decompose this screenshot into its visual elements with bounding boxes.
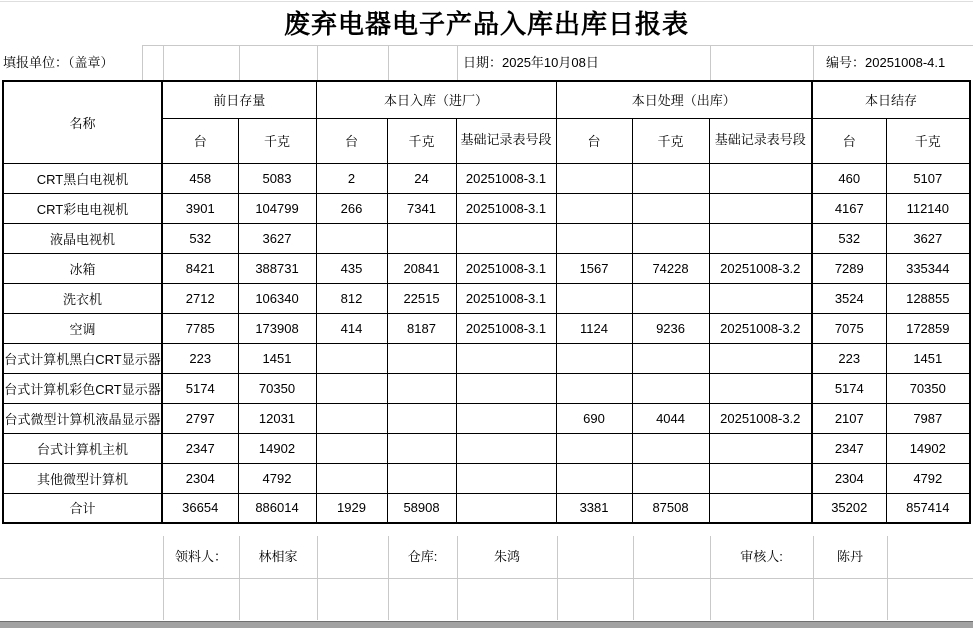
data-cell <box>456 403 556 433</box>
row-name-cell: 洗衣机 <box>3 283 162 313</box>
data-cell: 20251008-3.1 <box>456 313 556 343</box>
data-cell: 20251008-3.1 <box>456 253 556 283</box>
data-cell: 1929 <box>316 493 387 523</box>
data-cell: 7075 <box>812 313 886 343</box>
header-sub-units: 台 <box>556 118 632 163</box>
data-cell <box>556 283 632 313</box>
table-row <box>3 223 970 253</box>
data-cell: 24 <box>387 163 456 193</box>
data-cell <box>316 223 387 253</box>
auditor-name: 陈丹 <box>836 549 863 564</box>
table-row <box>3 163 970 193</box>
data-cell <box>632 163 709 193</box>
data-cell <box>316 433 387 463</box>
data-cell: 886014 <box>238 493 316 523</box>
row-name-cell: 其他微型计算机 <box>3 463 162 493</box>
data-cell <box>709 193 812 223</box>
data-cell: 7289 <box>812 253 886 283</box>
data-cell: 22515 <box>387 283 456 313</box>
header-group-inbound: 本日入库（进厂） <box>316 81 556 118</box>
data-cell: 812 <box>316 283 387 313</box>
data-cell: 4792 <box>886 463 970 493</box>
data-cell: 2347 <box>812 433 886 463</box>
data-cell <box>556 433 632 463</box>
data-cell: 8421 <box>162 253 238 283</box>
data-cell <box>632 223 709 253</box>
header-sub-units: 台 <box>162 118 238 163</box>
data-cell <box>456 343 556 373</box>
data-cell: 3524 <box>812 283 886 313</box>
data-cell <box>709 283 812 313</box>
data-cell <box>387 433 456 463</box>
data-cell <box>709 433 812 463</box>
header-name: 名称 <box>3 81 162 163</box>
data-cell: 335344 <box>886 253 970 283</box>
row-name-cell: 台式计算机彩色CRT显示器 <box>3 373 162 403</box>
data-cell: 223 <box>812 343 886 373</box>
data-cell: 58908 <box>387 493 456 523</box>
data-cell: 112140 <box>886 193 970 223</box>
data-cell: 20251008-3.2 <box>709 253 812 283</box>
data-cell: 104799 <box>238 193 316 223</box>
table-row <box>3 493 970 523</box>
data-cell: 7785 <box>162 313 238 343</box>
data-cell <box>632 373 709 403</box>
header-sub-kg: 千克 <box>632 118 709 163</box>
data-cell: 20251008-3.1 <box>456 163 556 193</box>
data-cell <box>556 163 632 193</box>
gridline <box>317 46 318 80</box>
header-sub-kg: 千克 <box>886 118 970 163</box>
data-cell: 128855 <box>886 283 970 313</box>
horizontal-scrollbar[interactable] <box>0 621 973 628</box>
data-cell: 4167 <box>812 193 886 223</box>
data-cell <box>709 343 812 373</box>
report-code-label: 编号：20251008-4.1 <box>826 55 946 70</box>
data-cell: 20251008-3.2 <box>709 403 812 433</box>
data-cell: 7341 <box>387 193 456 223</box>
data-cell: 266 <box>316 193 387 223</box>
data-cell <box>456 433 556 463</box>
data-cell <box>456 373 556 403</box>
data-cell <box>387 403 456 433</box>
data-cell: 8187 <box>387 313 456 343</box>
page-title: 废弃电器电子产品入库出库日报表 <box>283 9 689 39</box>
table-row <box>3 283 970 313</box>
row-name-cell: 台式微型计算机液晶显示器 <box>3 403 162 433</box>
data-cell: 5174 <box>812 373 886 403</box>
gridline <box>388 46 389 80</box>
data-cell <box>632 343 709 373</box>
auditor-label: 审核人: <box>740 549 783 564</box>
header-sub-record-range: 基础记录表号段 <box>456 118 556 163</box>
row-name-cell: 空调 <box>3 313 162 343</box>
data-cell <box>316 343 387 373</box>
table-row <box>3 253 970 283</box>
data-cell: 3627 <box>886 223 970 253</box>
data-cell: 2347 <box>162 433 238 463</box>
data-cell: 5174 <box>162 373 238 403</box>
data-cell <box>556 223 632 253</box>
header-sub-record-range: 基础记录表号段 <box>709 118 812 163</box>
data-cell: 435 <box>316 253 387 283</box>
warehouse-name: 朱鸿 <box>493 549 520 564</box>
data-cell: 2 <box>316 163 387 193</box>
data-cell <box>456 223 556 253</box>
table-row <box>3 313 970 343</box>
data-cell: 2304 <box>812 463 886 493</box>
gridline <box>457 46 458 80</box>
data-cell: 857414 <box>886 493 970 523</box>
data-cell <box>709 463 812 493</box>
data-cell <box>556 193 632 223</box>
data-cell: 223 <box>162 343 238 373</box>
data-cell: 532 <box>162 223 238 253</box>
gridline <box>163 46 164 80</box>
data-cell: 20251008-3.1 <box>456 193 556 223</box>
header-sub-kg: 千克 <box>238 118 316 163</box>
data-cell: 5083 <box>238 163 316 193</box>
warehouse-label: 仓库: <box>407 549 438 564</box>
data-cell: 20251008-3.1 <box>456 283 556 313</box>
row-name-cell: CRT黑白电视机 <box>3 163 162 193</box>
row-name-cell: 合计 <box>3 493 162 523</box>
data-cell: 458 <box>162 163 238 193</box>
data-cell <box>387 343 456 373</box>
header-sub-units: 台 <box>316 118 387 163</box>
data-cell: 14902 <box>238 433 316 463</box>
row-name-cell: 液晶电视机 <box>3 223 162 253</box>
data-cell: 12031 <box>238 403 316 433</box>
data-cell: 3901 <box>162 193 238 223</box>
data-cell <box>387 463 456 493</box>
header-sub-units: 台 <box>812 118 886 163</box>
data-cell: 14902 <box>886 433 970 463</box>
data-cell: 4792 <box>238 463 316 493</box>
data-cell: 1451 <box>238 343 316 373</box>
data-cell: 4044 <box>632 403 709 433</box>
data-cell <box>709 223 812 253</box>
report-table <box>2 80 971 524</box>
table-row <box>3 463 970 493</box>
data-cell: 532 <box>812 223 886 253</box>
table-row <box>3 193 970 223</box>
data-cell: 1567 <box>556 253 632 283</box>
header-sub-kg: 千克 <box>387 118 456 163</box>
data-cell: 70350 <box>238 373 316 403</box>
data-cell: 74228 <box>632 253 709 283</box>
picker-name: 林相家 <box>258 549 298 564</box>
gridline <box>0 1 973 2</box>
data-cell <box>556 463 632 493</box>
data-cell <box>709 163 812 193</box>
data-cell: 3381 <box>556 493 632 523</box>
data-cell <box>316 403 387 433</box>
data-cell: 690 <box>556 403 632 433</box>
table-row <box>3 343 970 373</box>
data-cell <box>387 373 456 403</box>
data-cell: 20251008-3.2 <box>709 313 812 343</box>
header-group-previous-stock: 前日存量 <box>162 81 316 118</box>
data-cell: 20841 <box>387 253 456 283</box>
data-cell <box>456 493 556 523</box>
row-name-cell: 台式计算机黑白CRT显示器 <box>3 343 162 373</box>
data-cell: 5107 <box>886 163 970 193</box>
data-cell <box>632 463 709 493</box>
data-cell: 172859 <box>886 313 970 343</box>
data-cell: 1451 <box>886 343 970 373</box>
data-cell: 36654 <box>162 493 238 523</box>
row-name-cell: CRT彩电电视机 <box>3 193 162 223</box>
row-name-cell: 台式计算机主机 <box>3 433 162 463</box>
data-cell: 9236 <box>632 313 709 343</box>
data-cell <box>632 283 709 313</box>
data-cell: 106340 <box>238 283 316 313</box>
data-cell <box>387 223 456 253</box>
header-group-outbound: 本日处理（出库） <box>556 81 812 118</box>
row-name-cell: 冰箱 <box>3 253 162 283</box>
table-row <box>3 373 970 403</box>
report-unit-label: 填报单位：（盖章） <box>3 55 114 70</box>
data-cell: 2797 <box>162 403 238 433</box>
data-cell: 388731 <box>238 253 316 283</box>
data-cell <box>709 373 812 403</box>
report-date-label: 日期：2025年10月08日 <box>463 55 599 70</box>
gridline <box>0 578 973 579</box>
gridline <box>239 46 240 80</box>
table-row <box>3 403 970 433</box>
data-cell <box>632 433 709 463</box>
data-cell <box>556 373 632 403</box>
data-cell: 2107 <box>812 403 886 433</box>
data-cell <box>316 463 387 493</box>
picker-label: 领料人： <box>174 549 227 564</box>
gridline <box>142 46 143 80</box>
data-cell <box>709 493 812 523</box>
data-cell: 7987 <box>886 403 970 433</box>
table-row <box>3 433 970 463</box>
data-cell: 2304 <box>162 463 238 493</box>
data-cell: 3627 <box>238 223 316 253</box>
data-cell: 87508 <box>632 493 709 523</box>
gridline <box>813 46 814 80</box>
data-cell: 70350 <box>886 373 970 403</box>
data-cell: 460 <box>812 163 886 193</box>
data-cell: 414 <box>316 313 387 343</box>
data-cell <box>456 463 556 493</box>
data-cell: 2712 <box>162 283 238 313</box>
data-cell <box>316 373 387 403</box>
header-group-balance: 本日结存 <box>812 81 970 118</box>
data-cell: 35202 <box>812 493 886 523</box>
data-cell: 173908 <box>238 313 316 343</box>
data-cell: 1124 <box>556 313 632 343</box>
data-cell <box>556 343 632 373</box>
data-cell <box>632 193 709 223</box>
gridline <box>710 46 711 80</box>
